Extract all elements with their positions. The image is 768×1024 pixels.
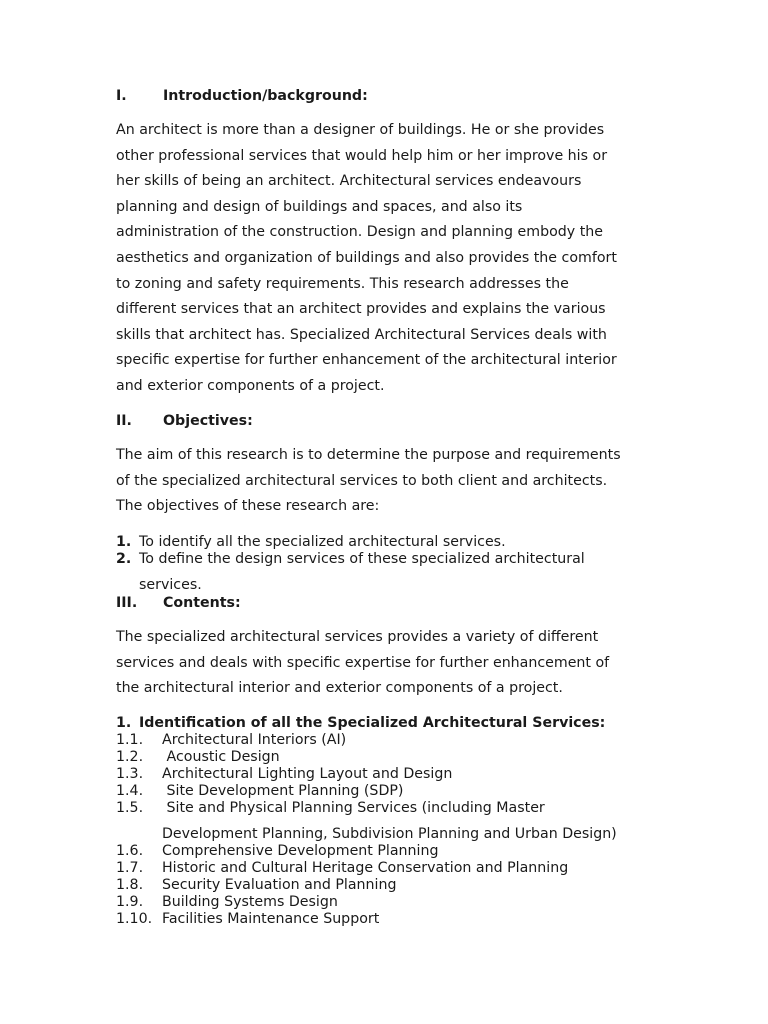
services-list	[116, 715, 617, 928]
list-text: Historic and Cultural Heritage Conservation and Planning	[162, 860, 569, 876]
list-item	[116, 551, 585, 568]
list-text: Comprehensive Development Planning	[162, 843, 439, 859]
list-number: 1.10.	[116, 911, 153, 927]
list-number: 2.	[116, 551, 132, 567]
list-item	[116, 860, 617, 877]
section-heading-introduction	[116, 86, 368, 106]
list-number: 1.6.	[116, 843, 144, 859]
list-item	[116, 766, 617, 783]
paragraph-line: different services that an architect provides and explains the various	[116, 301, 606, 318]
list-number: 1.8.	[116, 877, 144, 893]
list-number: 1.	[116, 534, 132, 550]
list-item	[116, 843, 617, 860]
paragraph-line: aesthetics and organization of buildings and also provides the comfort	[116, 249, 617, 266]
list-text: Acoustic Design	[162, 749, 280, 765]
list-text: Building Systems Design	[162, 894, 338, 910]
list-text: Site Development Planning (SDP)	[162, 783, 404, 799]
paragraph-line: of the specialized architectural services to both client and architects.	[116, 472, 608, 489]
paragraph-line: services and deals with specific expertise for further enhancement of	[116, 654, 610, 671]
section-title: Contents:	[163, 595, 241, 611]
list-item	[116, 783, 617, 800]
services-list-title	[116, 715, 617, 732]
paragraph-line: other professional services that would help him or her improve his or	[116, 147, 608, 164]
list-item	[116, 800, 617, 817]
list-number: 1.9.	[116, 894, 144, 910]
list-title-text: Identification of all the Specialized Architectural Services:	[139, 715, 606, 731]
list-text: To define the design services of these specialized architectural	[139, 551, 585, 567]
list-item-continuation: Development Planning, Subdivision Planning and Urban Design)	[162, 826, 617, 842]
objectives-paragraph	[116, 443, 676, 520]
list-number: 1.7.	[116, 860, 144, 876]
list-text: To identify all the specialized architectural services.	[139, 534, 506, 550]
introduction-paragraph	[116, 118, 676, 400]
list-item	[116, 911, 617, 928]
list-number: 1.4.	[116, 783, 144, 799]
list-text: Architectural Lighting Layout and Design	[162, 766, 453, 782]
list-number: 1.5.	[116, 800, 144, 816]
list-item-continuation: services.	[139, 577, 202, 593]
paragraph-line: The objectives of these research are:	[116, 498, 380, 515]
contents-paragraph	[116, 625, 676, 702]
list-number: 1.1.	[116, 732, 144, 748]
paragraph-line: to zoning and safety requirements. This research addresses the	[116, 275, 569, 292]
paragraph-line: The specialized architectural services provides a variety of different	[116, 629, 599, 645]
list-text: Facilities Maintenance Support	[162, 911, 380, 927]
section-heading-contents	[116, 593, 241, 613]
paragraph-line: administration of the construction. Design and planning embody the	[116, 224, 603, 241]
section-number: II.	[116, 413, 132, 429]
list-item	[116, 534, 585, 551]
list-item	[116, 894, 617, 911]
paragraph-line: and exterior components of a project.	[116, 377, 385, 394]
section-number: I.	[116, 88, 127, 104]
paragraph-line: skills that architect has. Specialized Architectural Services deals with	[116, 326, 607, 343]
paragraph-line: An architect is more than a designer of buildings. He or she provides	[116, 122, 605, 138]
list-number: 1.	[116, 715, 132, 731]
section-title: Introduction/background:	[163, 88, 368, 104]
paragraph-line: specific expertise for further enhancement of the architectural interior	[116, 352, 617, 369]
section-number: III.	[116, 595, 138, 611]
paragraph-line: The aim of this research is to determine the purpose and requirements	[116, 447, 621, 463]
list-text: Security Evaluation and Planning	[162, 877, 397, 893]
paragraph-line: her skills of being an architect. Architectural services endeavours	[116, 173, 582, 190]
objectives-list	[116, 534, 585, 594]
list-number: 1.3.	[116, 766, 144, 782]
list-text: Architectural Interiors (AI)	[162, 732, 347, 748]
list-text: Site and Physical Planning Services (including Master	[162, 800, 545, 816]
section-title: Objectives:	[163, 413, 253, 429]
list-item	[116, 877, 617, 894]
paragraph-line: the architectural interior and exterior components of a project.	[116, 680, 563, 697]
list-number: 1.2.	[116, 749, 144, 765]
list-item	[116, 749, 617, 766]
paragraph-line: planning and design of buildings and spaces, and also its	[116, 198, 523, 215]
list-item	[116, 732, 617, 749]
section-heading-objectives	[116, 411, 253, 431]
